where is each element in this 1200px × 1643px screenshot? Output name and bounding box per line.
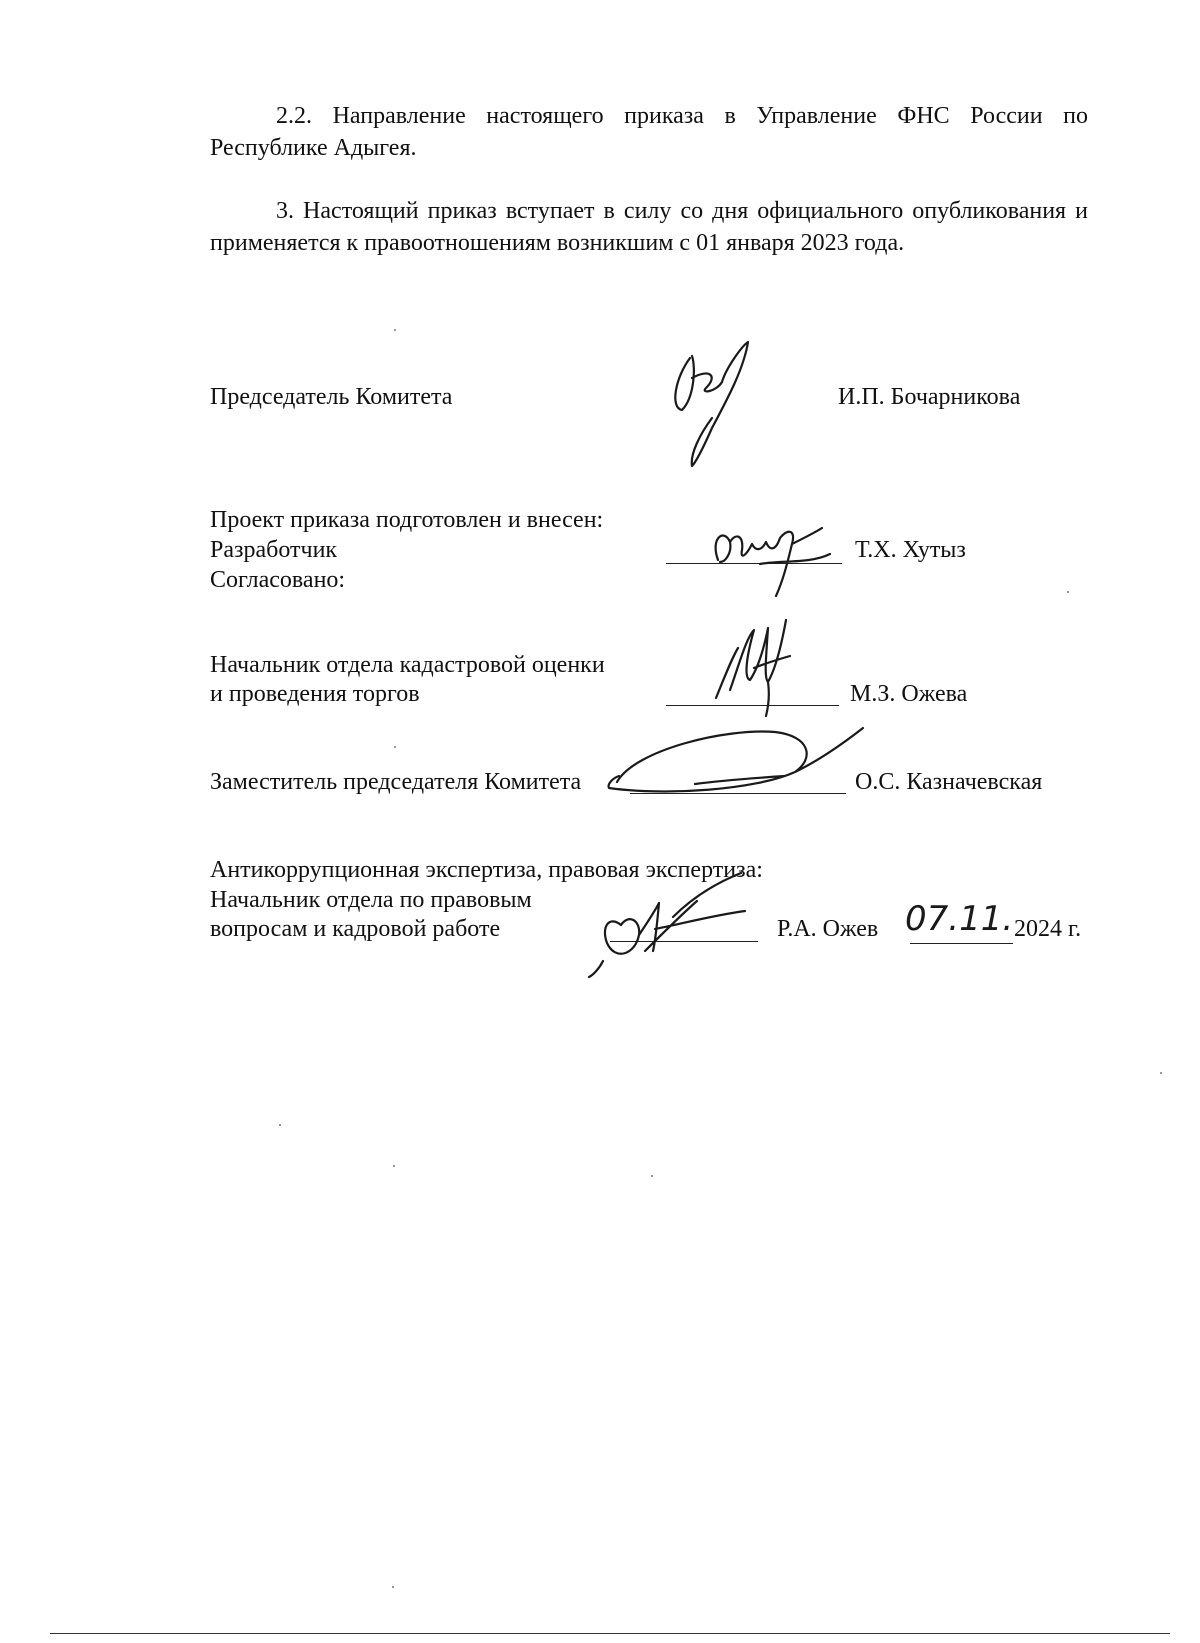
date-year: 2024 г. — [1014, 916, 1082, 942]
cadastral-head-role-line2: и проведения торгов — [210, 681, 420, 707]
developer-signature — [700, 520, 845, 600]
scan-speck — [1067, 591, 1069, 593]
chairman-role: Председатель Комитета — [210, 384, 453, 410]
scan-speck — [392, 1586, 394, 1588]
deputy-signature — [605, 720, 870, 800]
cadastral-head-signature — [706, 608, 806, 718]
prepared-heading: Проект приказа подготовлен и внесен: — [210, 507, 604, 533]
paragraph-2-2: 2.2. Направление настоящего приказа в Управление ФНС России по Республике Адыгея. — [210, 103, 1088, 161]
chairman-signature — [670, 338, 760, 468]
scan-speck — [1160, 1072, 1162, 1074]
legal-head-role-line1: Начальник отдела по правовым — [210, 887, 532, 913]
developer-name: Т.Х. Хутыз — [855, 537, 966, 563]
scan-speck — [279, 1124, 281, 1126]
cadastral-head-name: М.З. Ожева — [850, 681, 968, 707]
paragraph-3: 3. Настоящий приказ вступает в силу со дня официального опубликования и применяется к правоотношениям возникшим с 01 января 2023 года. — [210, 198, 1088, 256]
chairman-name: И.П. Бочарникова — [838, 384, 1021, 410]
date-underline — [910, 943, 1013, 944]
scan-speck — [394, 329, 396, 331]
scan-speck — [651, 1175, 653, 1177]
deputy-role: Заместитель председателя Комитета — [210, 769, 582, 795]
developer-role: Разработчик — [210, 537, 338, 563]
handwritten-date: 07.11. — [905, 899, 1014, 939]
expertise-heading: Антикоррупционная экспертиза, правовая экспертиза: — [210, 857, 763, 883]
legal-head-role-line2: вопросам и кадровой работе — [210, 916, 501, 942]
scan-speck — [393, 1165, 395, 1167]
cadastral-head-role-line1: Начальник отдела кадастровой оценки — [210, 652, 605, 678]
legal-head-signature — [585, 865, 775, 980]
scan-speck — [394, 746, 396, 748]
page-bottom-rule — [50, 1633, 1170, 1634]
agreed-label: Согласовано: — [210, 567, 346, 593]
deputy-name: О.С. Казначевская — [855, 769, 1043, 795]
legal-head-name: Р.А. Ожев — [777, 916, 879, 942]
